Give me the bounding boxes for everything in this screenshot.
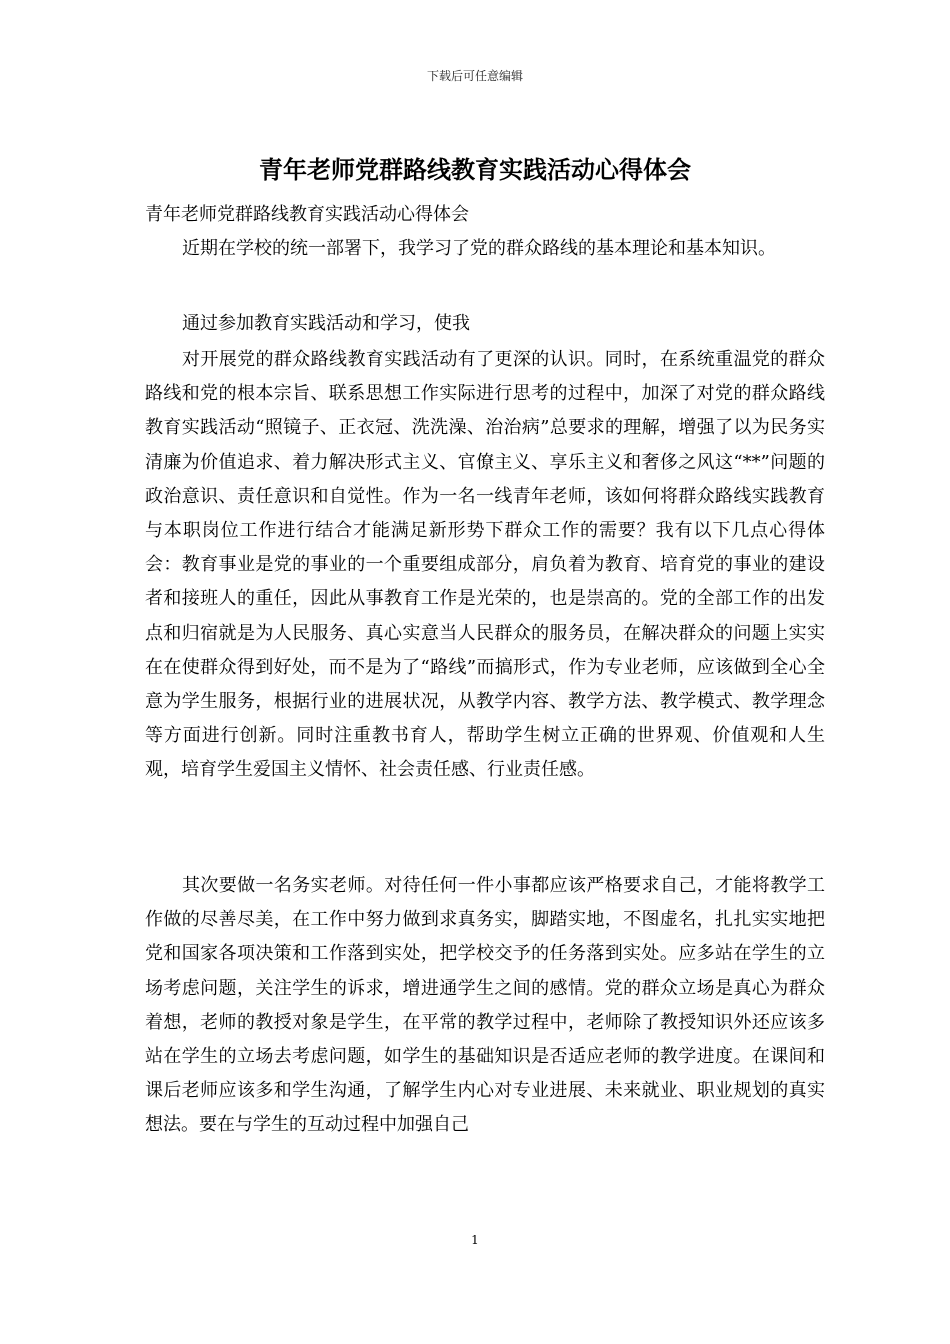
paragraph-4 bbox=[145, 869, 825, 1143]
paragraph-1 bbox=[145, 232, 825, 266]
paragraph-3 bbox=[145, 343, 825, 788]
document-title: 青年老师党群路线教育实践活动心得体会 bbox=[259, 155, 691, 184]
paragraph-text: 近期在学校的统一部署下，我学习了党的群众路线的基本理论和基本知识。 bbox=[182, 238, 776, 259]
paragraph-2 bbox=[145, 307, 825, 341]
document-subtitle: 青年老师党群路线教育实践活动心得体会 bbox=[145, 204, 469, 225]
page-number: 1 bbox=[471, 1233, 479, 1247]
paragraph-text: 通过参加教育实践活动和学习，使我 bbox=[182, 313, 470, 334]
paragraph-text: 其次要做一名务实老师。对待任何一件小事都应该严格要求自己，才能将教学工作做的尽善尽美，在工作中努力做到求真务实，脚踏实地，不图虚名，扎扎实实地把党和国家各项决策和工作落到实处，把学校交予的任务落到实处。应多站在学生的立场考虑问题，关注学生的诉求，增进通学生之间的感情。党的群众立场是真心为群众着想，老师的教授对象是学生，在平常的教学过程中，老师除了教授知识外还应该多站在学生的立场去考虑问题，如学生的基础知识是否适应老师的教学进度。在课间和课后老师应该多和学生沟通，了解学生内心对专业进展、未来就业、职业规划的真实想法。要在与学生的互动过程中加强自己 bbox=[145, 875, 825, 1136]
paragraph-text: 对开展党的群众路线教育实践活动有了更深的认识。同时，在系统重温党的群众路线和党的根本宗旨、联系思想工作实际进行思考的过程中，加深了对党的群众路线教育实践活动“照镜子、正衣冠、洗洗澡、治治病”总要求的理解，增强了以为民务实清廉为价值追求、着力解决形式主义、官僚主义、享乐主义和奢侈之风这“**”问题的政治意识、责任意识和自觉性。作为一名一线青年老师，该如何将群众路线实践教育与本职岗位工作进行结合才能满足新形势下群众工作的需要？我有以下几点心得体会：教育事业是党的事业的一个重要组成部分，肩负着为教育、培育党的事业的建设者和接班人的重任，因此从事教育工作是光荣的，也是崇高的。党的全部工作的出发点和归宿就是为人民服务、真心实意当人民群众的服务员，在解决群众的问题上实实在在使群众得到好处，而不是为了“路线”而搞形式，作为专业老师，应该做到全心全意为学生服务，根据行业的进展状况，从教学内容、教学方法、教学模式、教学理念等方面进行创新。同时注重教书育人，帮助学生树立正确的世界观、价值观和人生观，培育学生爱国主义情怀、社会责任感、行业责任感。 bbox=[145, 349, 825, 781]
header-note: 下载后可任意编辑 bbox=[426, 69, 523, 83]
